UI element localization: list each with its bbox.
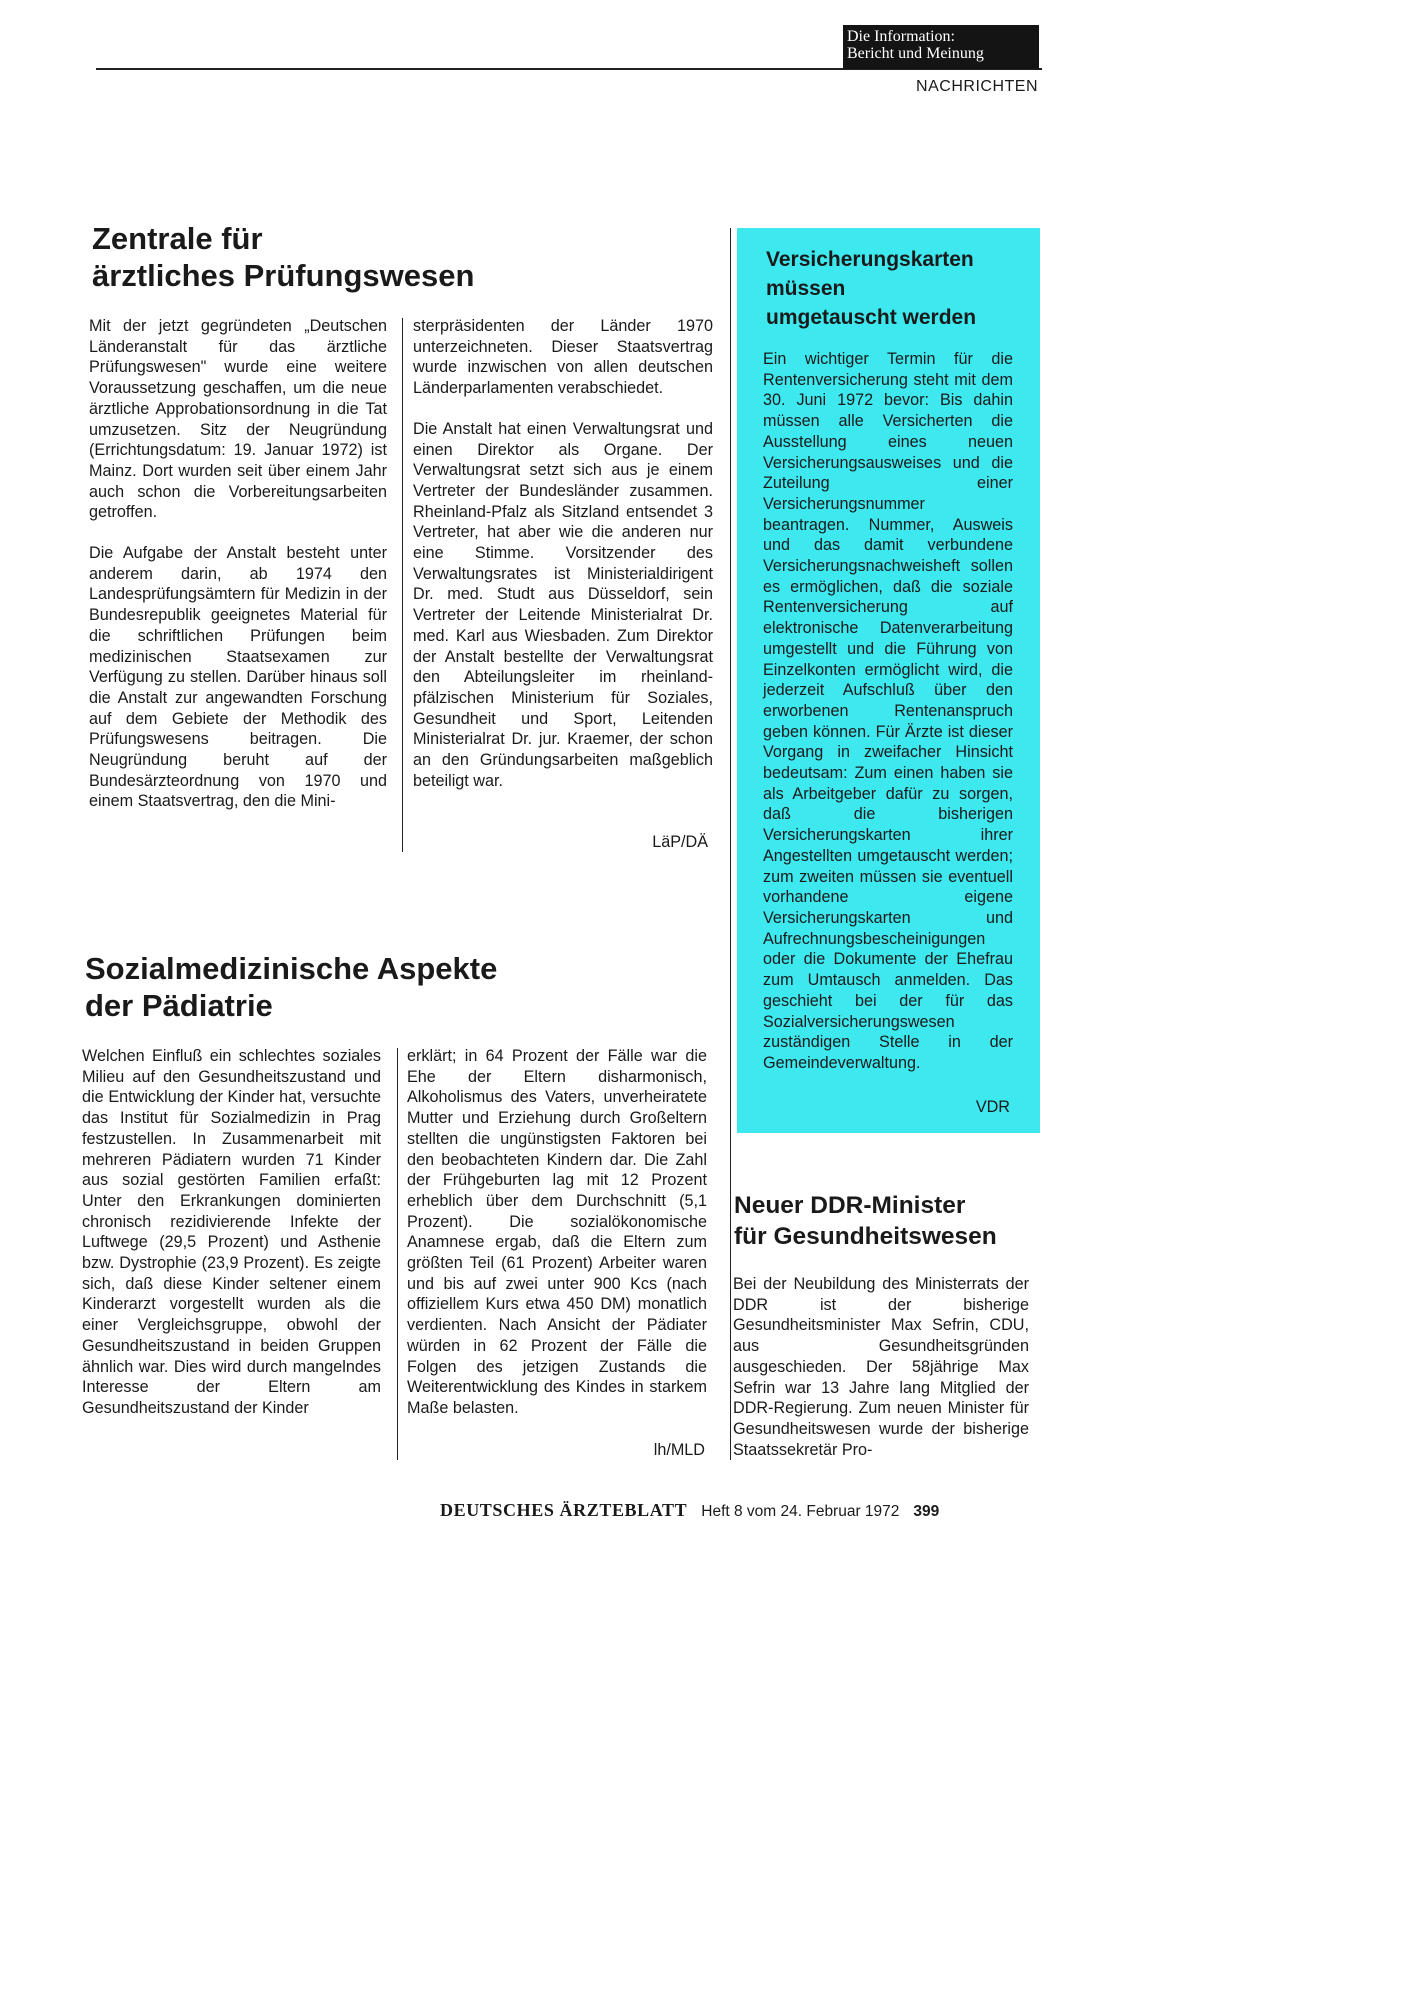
footer-issue: Heft 8 vom 24. Februar 1972 [701,1503,900,1520]
article1-col2-paragraph2: Die Anstalt hat einen Verwaltungsrat und einen Direktor als Organe. Der Verwaltungsrat setzt sich aus je einem Vertreter der Bundesländer zusammen. Rheinland-Pfalz als Sitzland entsendet 3 Vertreter, hat aber wie die anderen nur eine Stimme. Vorsitzender des Verwaltungsrates ist Ministerialdirigent Dr. med. Studt aus Düsseldorf, sein Vertreter der Leitende Ministerialrat Dr. med. Karl aus Wiesbaden. Zum Direktor der Anstalt bestellte der Verwaltungsrat den Abteilungsleiter im rheinland-pfälzischen Ministerium für Soziales, Gesundheit und Sport, Leitenden Ministerialrat Dr. jur. Kraemer, der schon an den Gründungsarbeiten maßgeblich beteiligt war. [413,419,713,790]
article2-title-line2: der Pädiatrie [85,988,273,1023]
article2-title-line1: Sozialmedizinische Aspekte [85,951,498,986]
article1-title-line1: Zentrale für [92,221,263,256]
sidebar-box-body [763,349,1013,1074]
article2-column1 [82,1046,381,1419]
article1-title-line2: ärztliches Prüfungswesen [92,258,475,293]
sidebar-divider [730,228,731,1460]
article2-signature: lh/MLD [653,1441,705,1459]
article1-title [92,220,692,294]
sidebar-box-title-line2: müssen [766,277,846,300]
article1-col2-paragraph1: sterpräsidenten der Länder 1970 unterzeichneten. Dieser Staatsvertrag wurde inzwischen von allen deutschen Länderparlamenten verabschiedet. [413,317,713,398]
sidebar-box-body-text: Ein wichtiger Termin für die Rentenversicherung steht mit dem 30. Juni 1972 bevor: Bis dahin müssen alle Versicherten die Ausstellung eines neuen Versicherungsausweises und die Zuteilung einer Versicherungsnummer beantragen. Nummer, Ausweis und das damit verbundene Versicherungsnachweisheft sollen es ermöglichen, daß die soziale Rentenversicherung auf elektronische Datenverarbeitung umgestellt und die Führung von Einzelkonten ermöglicht wird, die jederzeit Aufschluß über den erworbenen Rentenanspruch geben können. Für Ärzte ist dieser Vorgang in zweifacher Hinsicht bedeutsam: Zum einen haben sie als Arbeitgeber dafür zu sorgen, daß die bisherigen Versicherungskarten ihrer Angestellten umgetauscht werden; zum zweiten müssen sie eventuell vorhandene eigene Versicherungskarten und Aufrechnungsbescheinigungen oder die Dokumente der Ehefrau zum Umtausch anmelden. Das geschieht bei der für das Sozialversicherungswesen zuständigen Stelle in der Gemeindeverwaltung. [763,350,1013,1072]
sidebar-box-title [766,245,1036,332]
article3-body [733,1274,1029,1460]
section-badge-line2: Bericht und Meinung [847,45,984,62]
page-footer [440,1500,1030,1524]
sidebar-box-signature: VDR [975,1098,1010,1116]
article1-col1-paragraph2: Die Aufgabe der Anstalt besteht unter anderem darin, ab 1974 den Landesprüfungsämtern für Medizin in der Bundesrepublik geeignetes Material für die schriftlichen Prüfungen beim medizinischen Staatsexamen zur Verfügung zu stellen. Darüber hinaus soll die Anstalt zur angewandten Forschung auf dem Gebiete der Methodik des Prüfungswesens beitragen. Die Neugründung beruht auf der Bundesärzteordnung von 1970 und einem Staatsvertrag, den die Mini- [89,544,387,811]
section-label: NACHRICHTEN [916,78,1038,95]
article1-column-divider [402,318,403,852]
sidebar-box-title-line1: Versicherungskarten [766,248,974,271]
article3-title [734,1190,1034,1252]
article2-column-divider [397,1048,398,1460]
article1-column1 [89,316,387,812]
article2-col1-text: Welchen Einfluß ein schlechtes soziales Milieu auf den Gesundheitszustand und die Entwicklung der Kinder hat, versuchte das Institut für Sozialmedizin in Prag festzustellen. In Zusammenarbeit mit mehreren Pädiatern wurden 71 Kinder aus sozial gestörten Familien erfaßt: Unter den Erkrankungen dominierten chronisch rezidivierende Infekte der Luftwege (29,5 Prozent) und Asthenie bzw. Dystrophie (23,9 Prozent). Es zeigte sich, daß diese Kinder seltener einem Kinderarzt vorgestellt wurden als die einer Vergleichsgruppe, obwohl der Gesundheitszustand in beiden Gruppen ähnlich war. Dies wird durch mangelndes Interesse der Eltern am Gesundheitszustand der Kinder [82,1047,381,1417]
section-badge-line1: Die Information: [847,28,955,45]
footer-journal-name: DEUTSCHES ÄRZTEBLATT [440,1500,688,1520]
section-badge [843,25,1039,69]
article2-title [85,950,705,1024]
article1-column2 [413,316,713,791]
article1-col1-paragraph1: Mit der jetzt gegründeten „Deutschen Länderanstalt für das ärztliche Prüfungswesen" wurde eine weitere Voraussetzung geschaffen, um die neue ärztliche Approbationsordnung in die Tat umzusetzen. Sitz der Neugründung (Errichtungsdatum: 19. Januar 1972) ist Mainz. Dort wurden seit über einem Jahr auch schon die Vorbereitungsarbeiten getroffen. [89,317,387,522]
article3-title-line1: Neuer DDR-Minister [734,1192,966,1219]
article3-body-text: Bei der Neubildung des Ministerrats der DDR ist der bisherige Gesundheitsminister Max Sefrin, CDU, aus Gesundheitsgründen ausgeschieden. Der 58jährige Max Sefrin war 13 Jahre lang Mitglied der DDR-Regierung. Zum neuen Minister für Gesundheitswesen wurde der bisherige Staatssekretär Pro- [733,1275,1029,1459]
article2-column2 [407,1046,707,1419]
article2-col2-text: erklärt; in 64 Prozent der Fälle war die Ehe der Eltern disharmonisch, Alkoholismus des Vaters, unverheiratete Mutter und Erziehung durch Großeltern stellten die ungünstigsten Faktoren bei den beobachteten Kindern dar. Die Zahl der Frühgeburten lag mit 12 Prozent erheblich über dem Durchschnitt (5,1 Prozent). Die sozialökonomische Anamnese ergab, daß die Eltern zum größten Teil (61 Prozent) Arbeiter waren und bis auf zwei unter 900 Kcs (nach offiziellem Kurs etwa 450 DM) monatlich verdienten. Nach Ansicht der Pädiater würden in 62 Prozent der Fälle die Folgen des jetzigen Zustands die Weiterentwicklung des Kindes in starkem Maße belasten. [407,1047,707,1417]
sidebar-box-title-line3: umgetauscht werden [766,306,977,329]
article1-signature: LäP/DÄ [652,833,708,851]
footer-page-number: 399 [913,1503,940,1520]
article3-title-line2: für Gesundheitswesen [734,1223,997,1250]
